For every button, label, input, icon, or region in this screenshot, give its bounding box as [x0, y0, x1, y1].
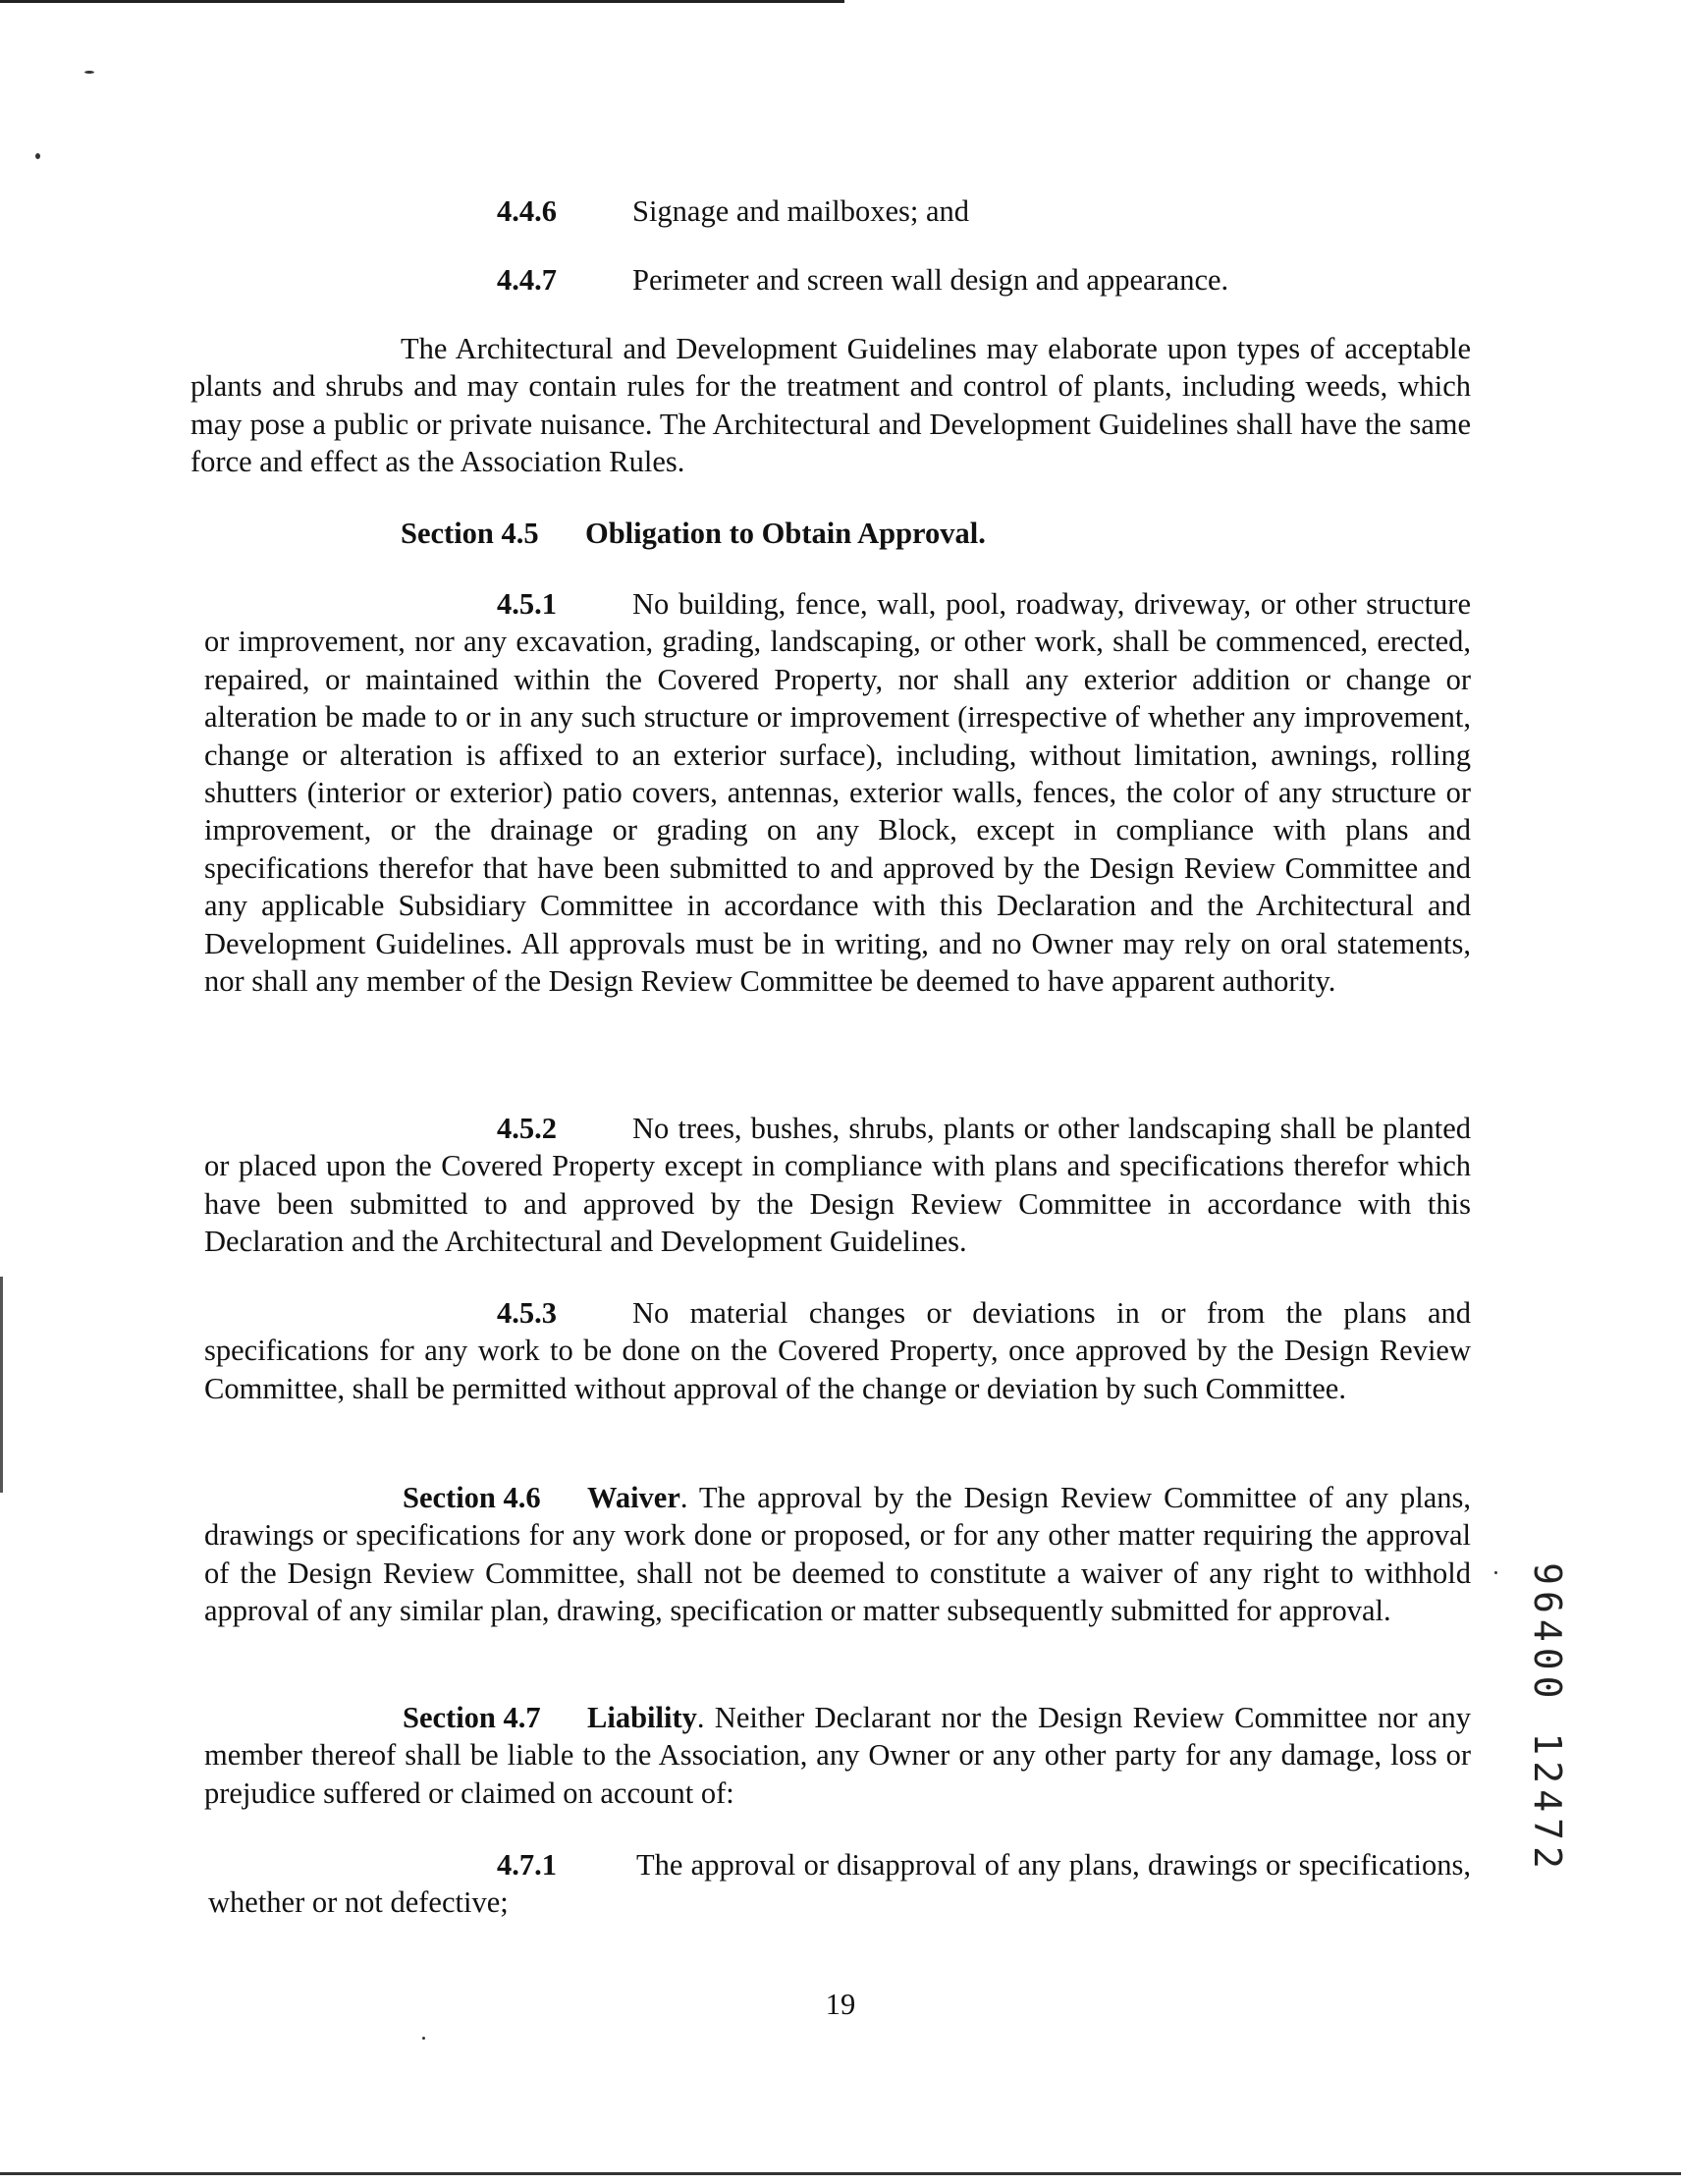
scan-edge-left — [0, 1277, 3, 1493]
section-label: Section 4.7 — [403, 1701, 541, 1734]
item-text: Signage and mailboxes; and — [632, 194, 970, 228]
document-stamp-text: 96400 12472 — [1526, 1562, 1569, 1875]
subsection-text: No building, fence, wall, pool, roadway, driveway, or other structure or improvement, nor any excavation, grading, landscaping, or other work, shall be commenced, erected, repaired, or maintained within the Covered Property, nor shall any exterior addition or change or alteration be made to or in any such structure or improvement (irrespective of whether any improvement, change or alteration is affixed to an exterior surface), including, without limitation, awnings, rolling shutters (interior or exterior) patio covers, antennas, exterior walls, fences, the color of any structure or improvement, or the drainage or grading on any Block, except in compliance with plans and specifications therefor that have been submitted to and approved by the Design Review Committee and any applicable Subsidiary Committee in accordance with this Declaration and the Architectural and Development Guidelines. All approvals must be in writing, and no Owner may rely on oral statements, nor shall any member of the Design Review Committee be deemed to have apparent authority. — [204, 587, 1471, 999]
document-stamp — [1524, 1562, 1571, 1875]
subsection-text: No trees, bushes, shrubs, plants or other landscaping shall be planted or placed upon the Covered Property except in compliance with plans and specifications therefor which have been submitted to and approved by the Design Review Committee in accordance with this Declaration and the Architectural and Development Guidelines. — [204, 1112, 1471, 1259]
section-text: . Neither Declarant nor the Design Review Committee nor any member thereof shall be liable to the Association, any Owner or any other party for any damage, loss or prejudice suffered or claimed on account of: — [204, 1701, 1471, 1810]
subsection-4-5-3 — [204, 1294, 1471, 1407]
section-4-5-heading — [401, 515, 986, 552]
subsection-number: 4.7.1 — [497, 1848, 557, 1882]
subsection-4-5-1 — [204, 585, 1471, 1000]
subsection-4-7-1 — [208, 1846, 1471, 1922]
scan-edge-top — [0, 0, 844, 3]
section-text: . The approval by the Design Review Committee of any plans, drawings or specifications for any work done or proposed, or for any other matter requiring the approval of the Design Review Committee, shall not be deemed to constitute a waiver of any right to withhold approval of any similar plan, drawing, specification or matter subsequently submitted for approval. — [204, 1481, 1471, 1628]
section-label: Section 4.6 — [403, 1481, 541, 1514]
subsection-number: 4.5.2 — [497, 1112, 557, 1145]
subsection-number: 4.5.1 — [497, 587, 557, 621]
section-title: Liability — [587, 1701, 697, 1734]
scan-speck — [84, 71, 94, 74]
section-title: Obligation to Obtain Approval. — [585, 517, 986, 550]
subsection-text: The approval or disapproval of any plans, drawings or specifications, whether or not defective; — [208, 1848, 1471, 1920]
guidelines-paragraph: The Architectural and Development Guidelines may elaborate upon types of acceptable plants and shrubs and may contain rules for the treatment and control of plants, including weeds, which may pose a public or private nuisance. The Architectural and Development Guidelines shall have the same force and effect as the Association Rules. — [190, 332, 1471, 479]
scan-speck — [422, 2037, 425, 2040]
page-number: 19 — [825, 1988, 856, 2021]
section-title: Waiver — [587, 1481, 680, 1514]
scan-speck — [1494, 1571, 1497, 1574]
scan-speck — [35, 153, 40, 159]
scan-edge-bottom — [0, 2172, 1681, 2175]
section-label: Section 4.5 — [401, 517, 539, 550]
item-number: 4.4.6 — [497, 194, 557, 228]
section-4-7 — [204, 1699, 1471, 1812]
subsection-text: No material changes or deviations in or from the plans and specifications for any work to be done on the Covered Property, once approved by the Design Review Committee, shall be permitted without approval of the change or deviation by such Committee. — [204, 1296, 1471, 1405]
subsection-4-5-2 — [204, 1110, 1471, 1261]
list-item-4-4-7 — [497, 261, 1228, 299]
item-number: 4.4.7 — [497, 263, 557, 297]
item-text: Perimeter and screen wall design and appearance. — [632, 263, 1229, 297]
list-item-4-4-6 — [497, 192, 969, 230]
section-4-6 — [204, 1479, 1471, 1630]
subsection-number: 4.5.3 — [497, 1296, 557, 1330]
